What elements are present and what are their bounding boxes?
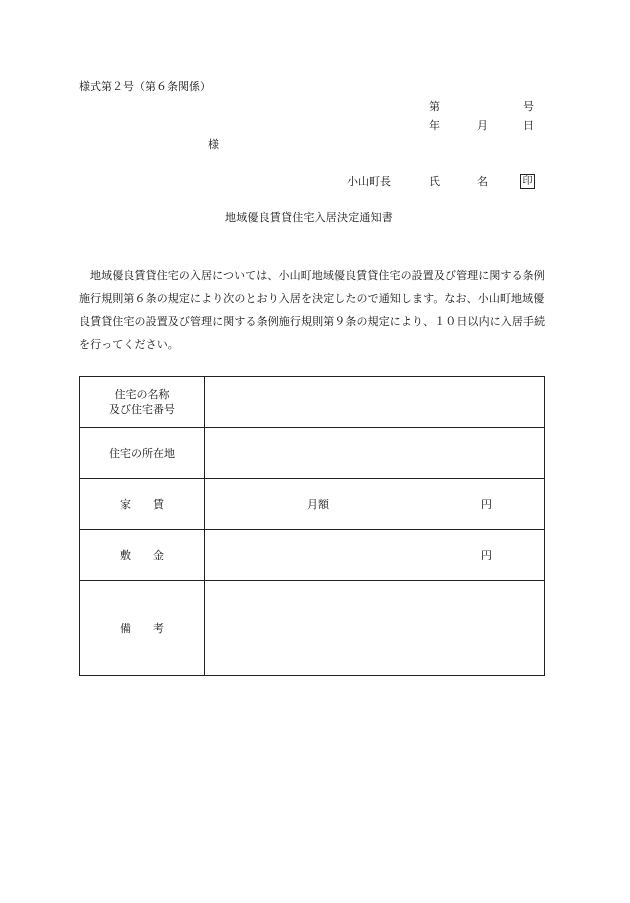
label-housing-name xyxy=(80,377,205,428)
issuer-mei: 名 xyxy=(477,175,488,188)
issuer-shi: 氏 xyxy=(429,175,440,188)
row-rent xyxy=(80,479,545,530)
label-housing-name-line2: 及び住宅番号 xyxy=(109,403,175,416)
label-remarks-a: 備 xyxy=(120,621,131,635)
date-month: 月 xyxy=(477,119,488,132)
label-deposit xyxy=(80,530,205,581)
label-remarks xyxy=(80,581,205,676)
label-rent-a: 家 xyxy=(120,497,131,511)
rent-unit: 円 xyxy=(481,498,492,511)
value-housing-name[interactable] xyxy=(205,377,545,428)
row-address xyxy=(80,428,545,479)
seal-mark: 印 xyxy=(520,174,535,189)
row-remarks xyxy=(80,581,545,676)
label-rent xyxy=(80,479,205,530)
seal-stamp xyxy=(520,174,535,189)
rent-monthly-label: 月額 xyxy=(307,498,329,511)
addressee-suffix: 様 xyxy=(208,138,219,151)
label-address: 住宅の所在地 xyxy=(80,428,205,479)
doc-number-suffix: 号 xyxy=(523,100,534,113)
label-housing-name-line1: 住宅の名称 xyxy=(114,388,170,401)
doc-number-prefix: 第 xyxy=(429,100,440,113)
form-number: 様式第２号（第６条関係） xyxy=(79,80,211,93)
value-rent[interactable] xyxy=(205,479,545,530)
notice-paragraph: 地域優良賃貸住宅の入居については、小山町地域優良賃貸住宅の設置及び管理に関する条例施行規則第６条の規定により次のとおり入居を決定したので通知します。なお、小山町地域優良賃貸住宅の設置及び管理に関する条例施行規則第９条の規定により、１０日以内に入居手続を行ってください。 xyxy=(79,269,546,351)
issuer-title: 小山町長 xyxy=(347,175,391,188)
details-table xyxy=(79,376,545,676)
deposit-unit: 円 xyxy=(481,549,492,562)
notice-body xyxy=(79,264,547,356)
label-deposit-a: 敷 xyxy=(120,548,131,562)
date-year: 年 xyxy=(429,119,440,132)
value-deposit[interactable] xyxy=(205,530,545,581)
row-housing-name xyxy=(80,377,545,428)
row-deposit xyxy=(80,530,545,581)
date-day: 日 xyxy=(523,119,534,132)
document-title: 地域優良賃貸住宅入居決定通知書 xyxy=(225,211,393,224)
label-remarks-b: 考 xyxy=(153,621,164,635)
label-rent-b: 賃 xyxy=(153,497,164,511)
value-remarks[interactable] xyxy=(205,581,545,676)
label-deposit-b: 金 xyxy=(153,548,164,562)
value-address[interactable] xyxy=(205,428,545,479)
